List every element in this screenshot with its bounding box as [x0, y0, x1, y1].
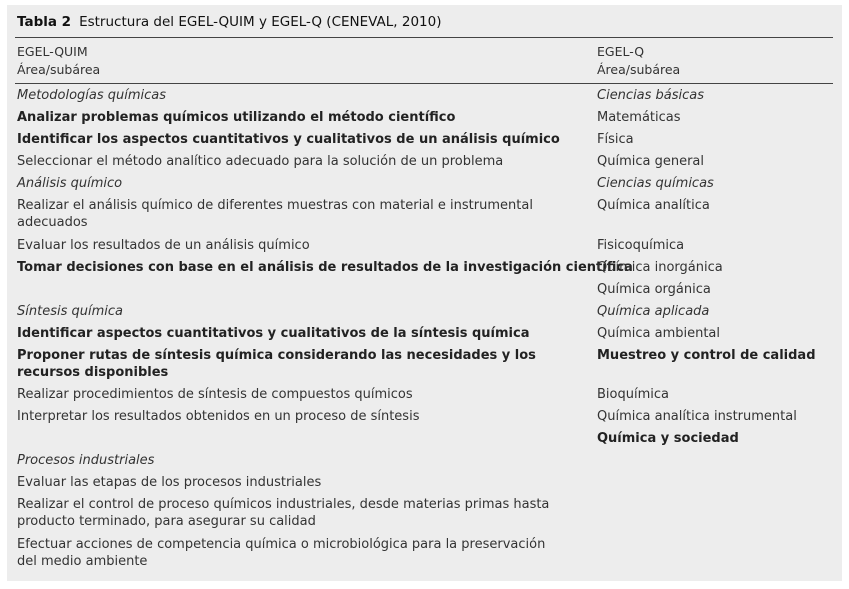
table-cell: Interpretar los resultados obtenidos en un proceso de síntesis [17, 409, 420, 424]
table-cell: Evaluar los resultados de un análisis químico [17, 238, 310, 253]
table-cell: Química analítica instrumental [597, 409, 797, 424]
right-header-subtitle: Área/subárea [597, 62, 681, 77]
section-heading: Química aplicada [597, 304, 710, 319]
table-cell: Seleccionar el método analítico adecuado para la solución de un problema [17, 154, 504, 169]
left-header-subtitle: Área/subárea [17, 62, 101, 77]
table-cell: Química general [597, 154, 705, 169]
left-header-title: EGEL-QUIM [17, 44, 88, 59]
right-column-header [597, 43, 680, 79]
header-rule [15, 83, 833, 84]
table-cell: Analizar problemas químicos utilizando el método científico [17, 110, 456, 125]
table-cell: Realizar el análisis químico de diferentes muestras con material e instrumental adecuados [17, 198, 533, 230]
section-heading: Ciencias químicas [597, 176, 714, 191]
table-title: Estructura del EGEL-QUIM y EGEL-Q (CENEVAL, 2010) [79, 14, 442, 30]
table-cell: Realizar el control de proceso químicos industriales, desde materias primas hasta producto terminado, para asegurar su calidad [17, 497, 550, 529]
table-cell: Matemáticas [597, 110, 681, 125]
table-panel [7, 5, 842, 581]
table-cell: Proponer rutas de síntesis química considerando las necesidades y los recursos disponibles [17, 348, 536, 380]
top-rule [15, 37, 833, 38]
section-heading: Análisis químico [17, 176, 123, 191]
section-heading: Procesos industriales [17, 453, 155, 468]
section-heading: Metodologías químicas [17, 88, 167, 103]
table-cell: Química inorgánica [597, 260, 723, 275]
right-header-title: EGEL-Q [597, 44, 645, 59]
table-cell: Identificar los aspectos cuantitativos y cualitativos de un análisis químico [17, 132, 560, 147]
section-heading: Ciencias básicas [597, 88, 705, 103]
table-cell: Efectuar acciones de competencia química o microbiológica para la preservación del medio ambiente [17, 537, 546, 569]
table-cell: Bioquímica [597, 387, 669, 402]
table-cell: Tomar decisiones con base en el análisis de resultados de la investigación científica [17, 260, 633, 275]
table-cell: Química orgánica [597, 282, 711, 297]
table-cell: Identificar aspectos cuantitativos y cualitativos de la síntesis química [17, 326, 530, 341]
table-cell: Química analítica [597, 198, 710, 213]
table-label: Tabla 2 [17, 14, 72, 30]
table-cell: Física [597, 132, 634, 147]
left-column-header [17, 43, 100, 79]
table-cell: Realizar procedimientos de síntesis de compuestos químicos [17, 387, 413, 402]
table-cell: Muestreo y control de calidad [597, 348, 816, 363]
section-heading: Síntesis química [17, 304, 123, 319]
table-cell: Química y sociedad [597, 431, 739, 446]
table-cell: Fisicoquímica [597, 238, 685, 253]
table-caption [17, 14, 442, 30]
table-cell: Evaluar las etapas de los procesos industriales [17, 475, 322, 490]
table-cell: Química ambiental [597, 326, 721, 341]
